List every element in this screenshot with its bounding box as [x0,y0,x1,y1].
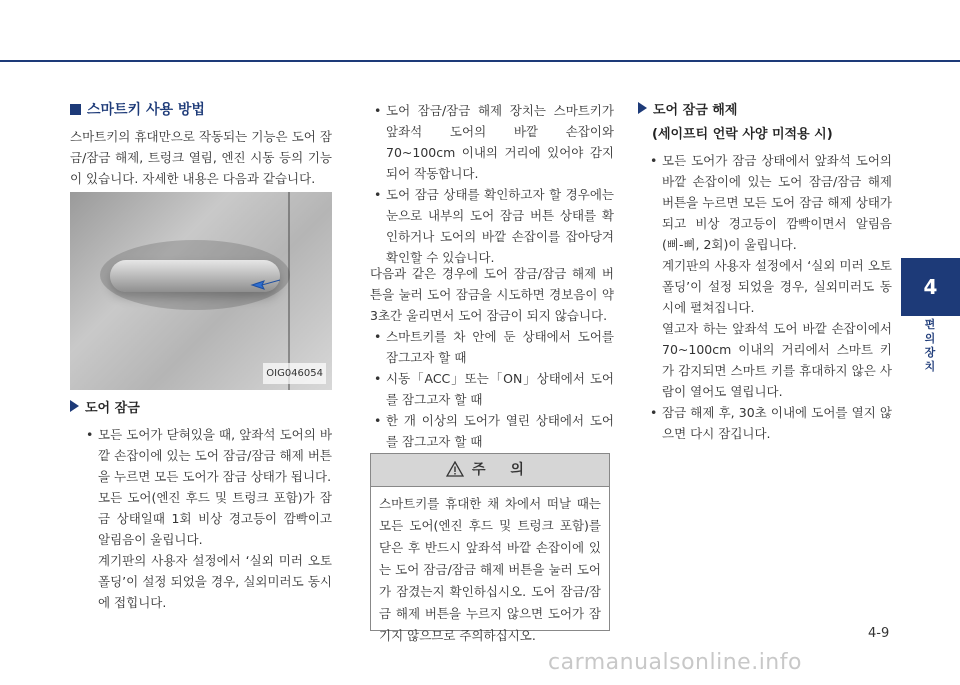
caution-header [371,454,609,487]
caution-title: 주 의 [472,462,534,478]
alarm-condition-list [370,326,614,452]
door-lock-heading [70,398,140,419]
door-unlock-subtitle: (세이프티 언락 사양 미적용 시) [652,127,833,142]
list-item: • 한 개 이상의 도어가 열린 상태에서 도어를 잠그고자 할 때 [370,410,614,452]
warning-triangle-icon [446,461,464,477]
door-unlock-list [646,150,892,444]
section-title-text: 스마트키 사용 방법 [87,102,205,118]
door-unlock-item-1: 모든 도어가 잠금 상태에서 앞좌석 도어의 바깥 손잡이에 있는 도어 잠금/잠금 해제 버튼을 누르면 모든 도어 잠금 해제 상태가 되고 비상 경고등이 깜빡이면서 알림음(삐-삐, 2회)이 울립니다. [662,153,892,252]
door-handle-photo [70,192,332,390]
triangle-bullet-icon [70,400,79,412]
triangle-bullet-icon [638,102,647,114]
section-title [70,100,205,121]
door-unlock-title: 도어 잠금 해제 [653,103,738,118]
photo-code: OIG046054 [263,363,326,384]
chapter-tab-label: 편의 장치 [924,318,936,373]
door-unlock-item-1-cont-b: 열고자 하는 앞좌석 도어 바깥 손잡이에서 70~100cm 이내의 거리에서 스마트 키가 감지되면 스마트 키를 휴대하지 않은 사람이 열어도 열립니다. [662,321,892,399]
door-lock-item-1-cont-b: 계기판의 사용자 설정에서 ‘실외 미러 오토 폴딩’이 설정 되었을 경우, 실외미러도 동시에 접힙니다. [98,553,332,610]
list-item: • 잠금 해제 후, 30초 이내에 도어를 열지 않으면 다시 잠깁니다. [646,402,892,444]
arrow-icon [250,278,282,292]
square-bullet-icon [70,104,81,115]
list-item: • 스마트키를 차 안에 둔 상태에서 도어를 잠그고자 할 때 [370,326,614,368]
list-item [646,150,892,402]
detect-list [370,100,614,268]
list-item: • 도어 잠금 상태를 확인하고자 할 경우에는 눈으로 내부의 도어 잠금 버튼 상태를 확인하거나 도어의 바깥 손잡이를 잡아당겨 확인할 수 있습니다. [370,184,614,268]
list-item: • 시동「ACC」또는「ON」상태에서 도어를 잠그고자 할 때 [370,368,614,410]
door-seam [288,192,290,390]
top-rule [0,60,960,62]
page-number: 4-9 [868,626,890,641]
chapter-tab[interactable]: 4 [901,258,960,316]
caution-box [370,453,610,643]
list-item: • 도어 잠금/잠금 해제 장치는 스마트키가 앞좌석 도어의 바깥 손잡이와 70~100cm 이내의 거리에 있어야 감지되어 작동합니다. [370,100,614,184]
door-unlock-item-1-cont-a: 계기판의 사용자 설정에서 ‘실외 미러 오토 폴딩’이 설정 되었을 경우, 실외미러도 동시에 펼쳐집니다. [662,258,892,315]
door-unlock-heading [638,100,737,121]
door-lock-item-1: 모든 도어가 닫혀있을 때, 앞좌석 도어의 바깥 손잡이에 있는 도어 잠금/잠금 해제 버튼을 누르면 모든 도어가 잠금 상태가 됩니다. [98,427,332,484]
caution-body: 스마트키를 휴대한 채 차에서 떠날 때는 모든 도어(엔진 후드 및 트렁크 포함)를 닫은 후 반드시 앞좌석 바깥 손잡이에 있는 도어 잠금/잠금 해제 버튼을 눌러 도어가 잠겼는지 확인하십시오. 도어 잠금/잠금 해제 버튼을 누르지 않으면 도어가 잠기지 않으므로 주의하십시오. [379,496,601,643]
door-lock-title: 도어 잠금 [85,401,140,416]
intro-text: 스마트키의 휴대만으로 작동되는 기능은 도어 잠금/잠금 해제, 트렁크 열림, 엔진 시동 등의 기능이 있습니다. 자세한 내용은 다음과 같습니다. [70,129,332,186]
door-lock-list [82,424,332,613]
alarm-paragraph: 다음과 같은 경우에 도어 잠금/잠금 해제 버튼을 눌러 도어 잠금을 시도하면 경보음이 약 3초간 울리면서 도어 잠금이 되지 않습니다. [370,266,614,323]
list-item [82,424,332,613]
door-lock-item-1-cont-a: 모든 도어(엔진 후드 및 트렁크 포함)가 잠금 상태일때 1회 비상 경고등이 깜빡이고 알림음이 울립니다. [98,490,332,547]
watermark: carmanualsonline.info [548,650,802,675]
